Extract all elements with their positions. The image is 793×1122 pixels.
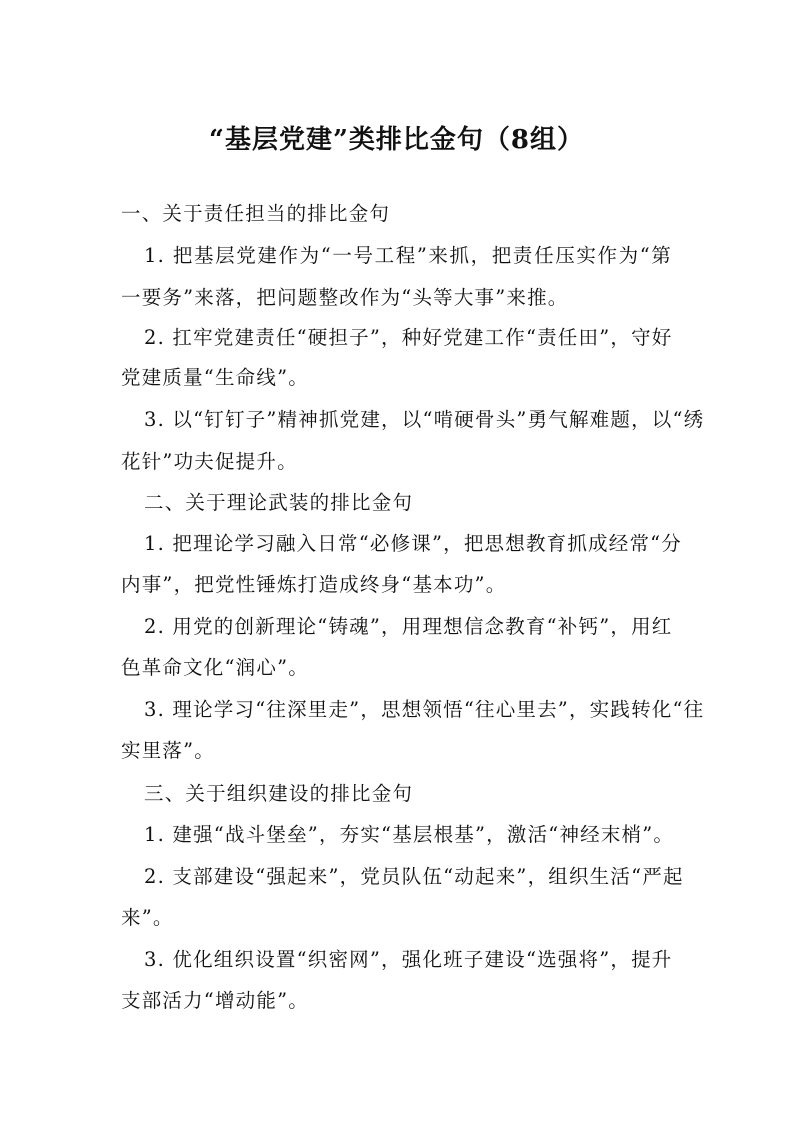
paragraph-line: 2. 扛牢党建责任“硬担子”，种好党建工作“责任田”，守好 xyxy=(144,326,673,349)
paragraph-line: 支部活力“增动能”。 xyxy=(121,989,309,1012)
paragraph-line: 一要务”来落，把问题整改作为“头等大事”来推。 xyxy=(121,286,569,309)
paragraph-line: 色革命文化“润心”。 xyxy=(121,656,309,679)
paragraph-line: 2. 用党的创新理论“铸魂”，用理想信念教育“补钙”，用红 xyxy=(144,615,673,638)
section-heading: 一、关于责任担当的排比金句 xyxy=(121,202,391,225)
paragraph-line: 2. 支部建设“强起来”，党员队伍“动起来”，组织生活“严起 xyxy=(144,865,684,888)
paragraph-line: 1. 把基层党建作为“一号工程”来抓，把责任压实作为“第 xyxy=(144,244,672,267)
paragraph-line: 来”。 xyxy=(121,906,174,929)
section-heading: 二、关于理论武装的排比金句 xyxy=(144,491,414,514)
paragraph-line: 3. 优化组织设置“织密网”，强化班子建设“选强将”，提升 xyxy=(144,948,673,971)
paragraph-line: 1. 建强“战斗堡垒”，夯实“基层根基”，激活“神经末梢”。 xyxy=(144,823,675,846)
paragraph-line: 内事”，把党性锤炼打造成终身“基本功”。 xyxy=(121,573,507,596)
paragraph-line: 3. 以“钉钉子”精神抓党建，以“啃硬骨头”勇气解难题，以“绣 xyxy=(144,408,705,431)
document-title: “基层党建”类排比金句（8组） xyxy=(208,125,584,155)
section-heading: 三、关于组织建设的排比金句 xyxy=(144,782,414,805)
paragraph-line: 1. 把理论学习融入日常“必修课”，把思想教育抓成经常“分 xyxy=(144,532,683,555)
paragraph-line: 花针”功夫促提升。 xyxy=(121,450,298,473)
paragraph-line: 实里落”。 xyxy=(121,739,215,762)
paragraph-line: 3. 理论学习“往深里走”，思想领悟“往心里去”，实践转化“往 xyxy=(144,698,705,721)
paragraph-line: 党建质量“生命线”。 xyxy=(121,366,309,389)
